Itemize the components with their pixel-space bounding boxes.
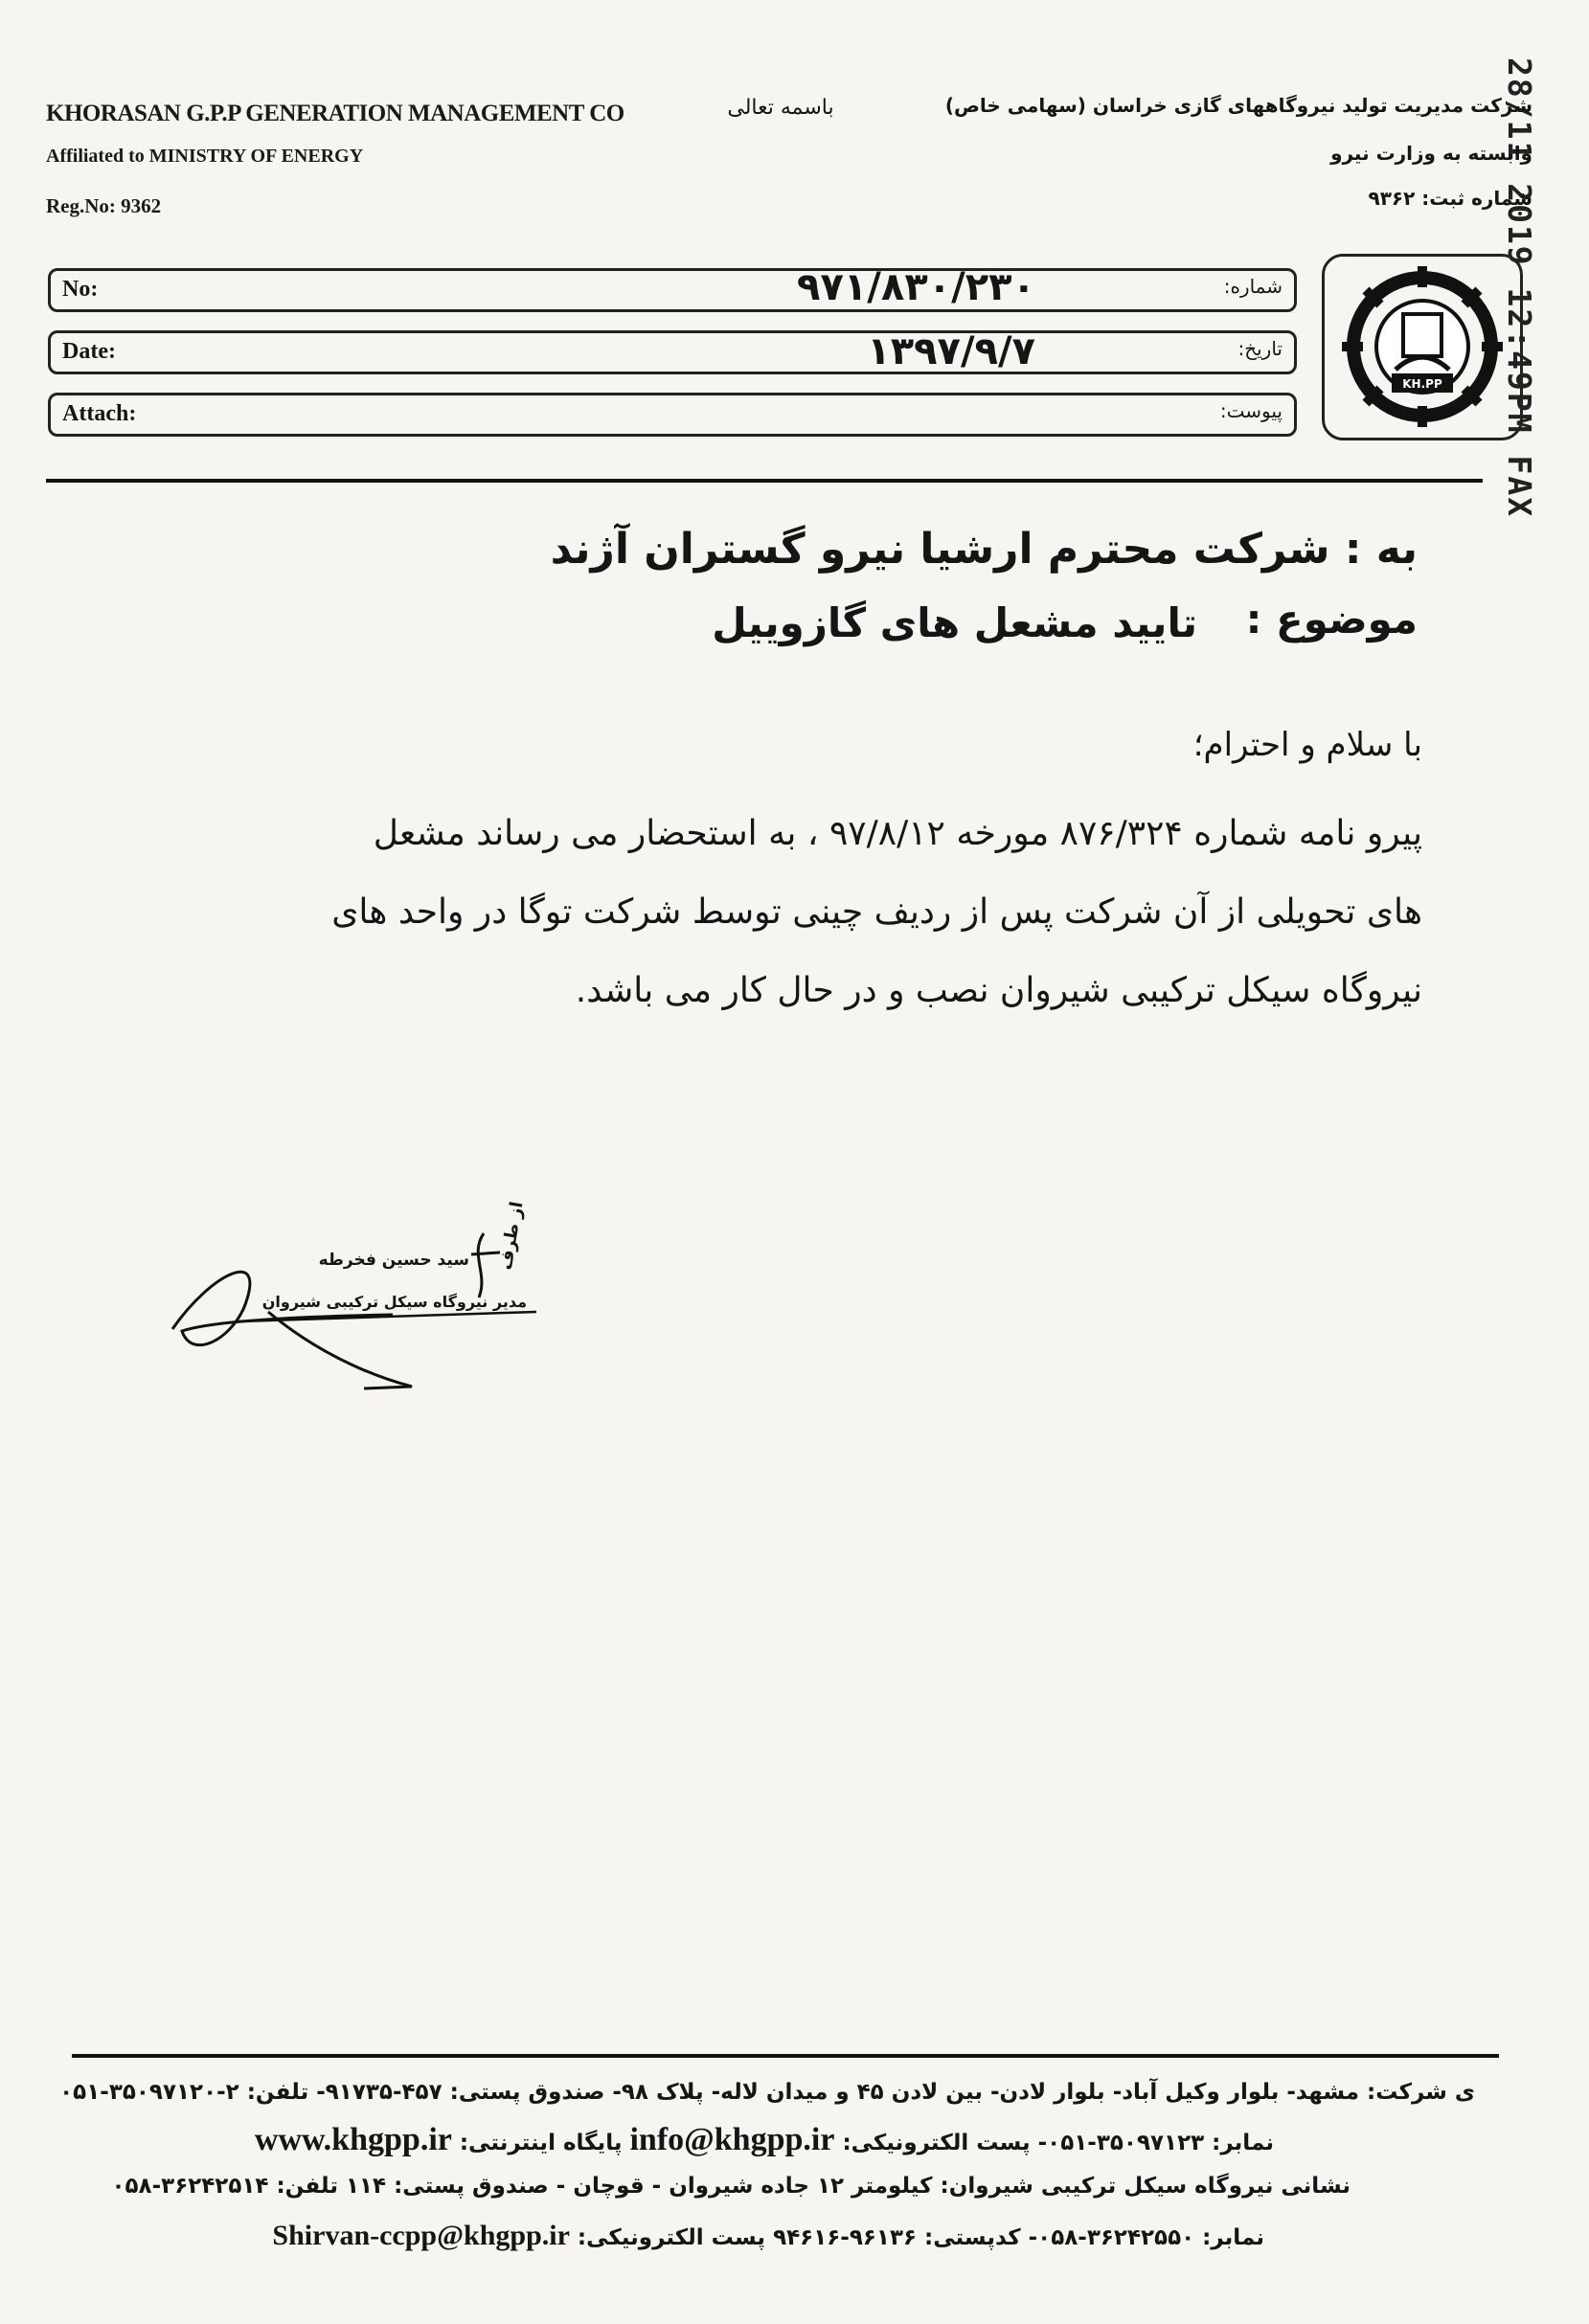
footer-address: ی شرکت: مشهد- بلوار وکیل آباد- بلوار لادن- بین لادن ۴۵ و میدان لاله- پلاک ۹۸- صندوق پستی: ۴۵۷-۹۱۷۳۵- تلفن: ۲-۳۵۰۹۷۱۲۰-۰۵۱ bbox=[59, 2080, 1475, 2105]
date-value: ۱۳۹۷/۹/۷ bbox=[867, 329, 1035, 373]
attachment-label-en: Attach: bbox=[62, 401, 137, 426]
footer-fax: نمابر: ۳۵۰۹۷۱۲۳-۰۵۱- پست الکترونیکی: bbox=[842, 2131, 1274, 2155]
company-name-en: KHORASAN G.P.P GENERATION MANAGEMENT CO bbox=[46, 101, 624, 126]
signature-block bbox=[153, 1200, 565, 1408]
footer-plant-contact bbox=[272, 2220, 1264, 2252]
registration-number-en: Reg.No: 9362 bbox=[46, 194, 162, 217]
footer-rule bbox=[72, 2054, 1499, 2058]
greeting: با سلام و احترام؛ bbox=[1192, 726, 1422, 764]
footer-plant-fax: نمابر: ۳۶۲۴۲۵۵۰-۰۵۸- کدپستی: ۹۶۱۳۶-۹۴۶۱۶ پست الکترونیکی: bbox=[577, 2225, 1264, 2250]
date-label-en: Date: bbox=[62, 339, 116, 364]
fax-timestamp: 28/11 2019 12:49PM FAX bbox=[1501, 57, 1539, 519]
number-value: ۹۷۱/۸۳۰/۲۳۰ bbox=[797, 265, 1035, 309]
letter-body bbox=[134, 795, 1422, 1030]
number-label-en: No: bbox=[62, 277, 99, 302]
body-line: های تحویلی از آن شرکت پس از ردیف چینی توسط شرکت توگا در واحد های bbox=[331, 892, 1422, 932]
subject-label: موضوع : bbox=[1245, 596, 1418, 643]
company-name-fa: شرکت مدیریت تولید نیروگاههای گازی خراسان (سهامی خاص) bbox=[944, 94, 1532, 117]
number-label-fa: شماره: bbox=[1223, 275, 1283, 298]
footer-email[interactable]: info@khgpp.ir bbox=[629, 2122, 835, 2157]
invocation: باسمه تعالی bbox=[727, 96, 834, 120]
footer-site-label: پایگاه اینترنتی: bbox=[459, 2131, 623, 2155]
date-field bbox=[48, 330, 1297, 374]
logo-emblem-icon bbox=[1325, 257, 1520, 438]
footer-contact-line bbox=[254, 2122, 1274, 2158]
body-line: پیرو نامه شماره ۸۷۶/۳۲۴ مورخه ۹۷/۸/۱۲ ، به استحضار می رساند مشعل bbox=[373, 814, 1422, 853]
number-field bbox=[48, 265, 1297, 312]
header-rule bbox=[46, 479, 1483, 483]
footer-plant-email[interactable]: Shirvan-ccpp@khgpp.ir bbox=[272, 2220, 570, 2251]
date-label-fa: تاریخ: bbox=[1237, 337, 1283, 360]
footer-website[interactable]: www.khgpp.ir bbox=[254, 2122, 452, 2157]
subject: تایید مشعل های گازوییل bbox=[712, 599, 1197, 646]
affiliation-en: Affiliated to MINISTRY OF ENERGY bbox=[46, 146, 364, 167]
signature-note: از طرف bbox=[495, 1200, 528, 1272]
affiliation-fa: وابسته به وزارت نیرو bbox=[1330, 142, 1532, 165]
attachment-label-fa: پیوست: bbox=[1219, 399, 1283, 422]
logo-text: KH.PP bbox=[1402, 377, 1442, 391]
attachment-field bbox=[48, 393, 1297, 437]
registration-number-fa: شماره ثبت: ۹۳۶۲ bbox=[1368, 187, 1532, 210]
body-line: نیروگاه سیکل ترکیبی شیروان نصب و در حال کار می باشد. bbox=[575, 971, 1422, 1010]
footer-plant-address: نشانی نیروگاه سیکل ترکیبی شیروان: کیلومتر ۱۲ جاده شیروان - قوچان - صندوق پستی: ۱۱۴ تلفن: ۳۶۲۴۲۵۱۴-۰۵۸ bbox=[111, 2174, 1351, 2199]
addressee: به : شرکت محترم ارشیا نیرو گستران آژند bbox=[550, 525, 1418, 574]
signer-name: سید حسین فخرطه bbox=[318, 1251, 469, 1270]
signer-title: مدیر نیروگاه سیکل ترکیبی شیروان bbox=[261, 1293, 527, 1311]
company-logo bbox=[1322, 254, 1523, 440]
